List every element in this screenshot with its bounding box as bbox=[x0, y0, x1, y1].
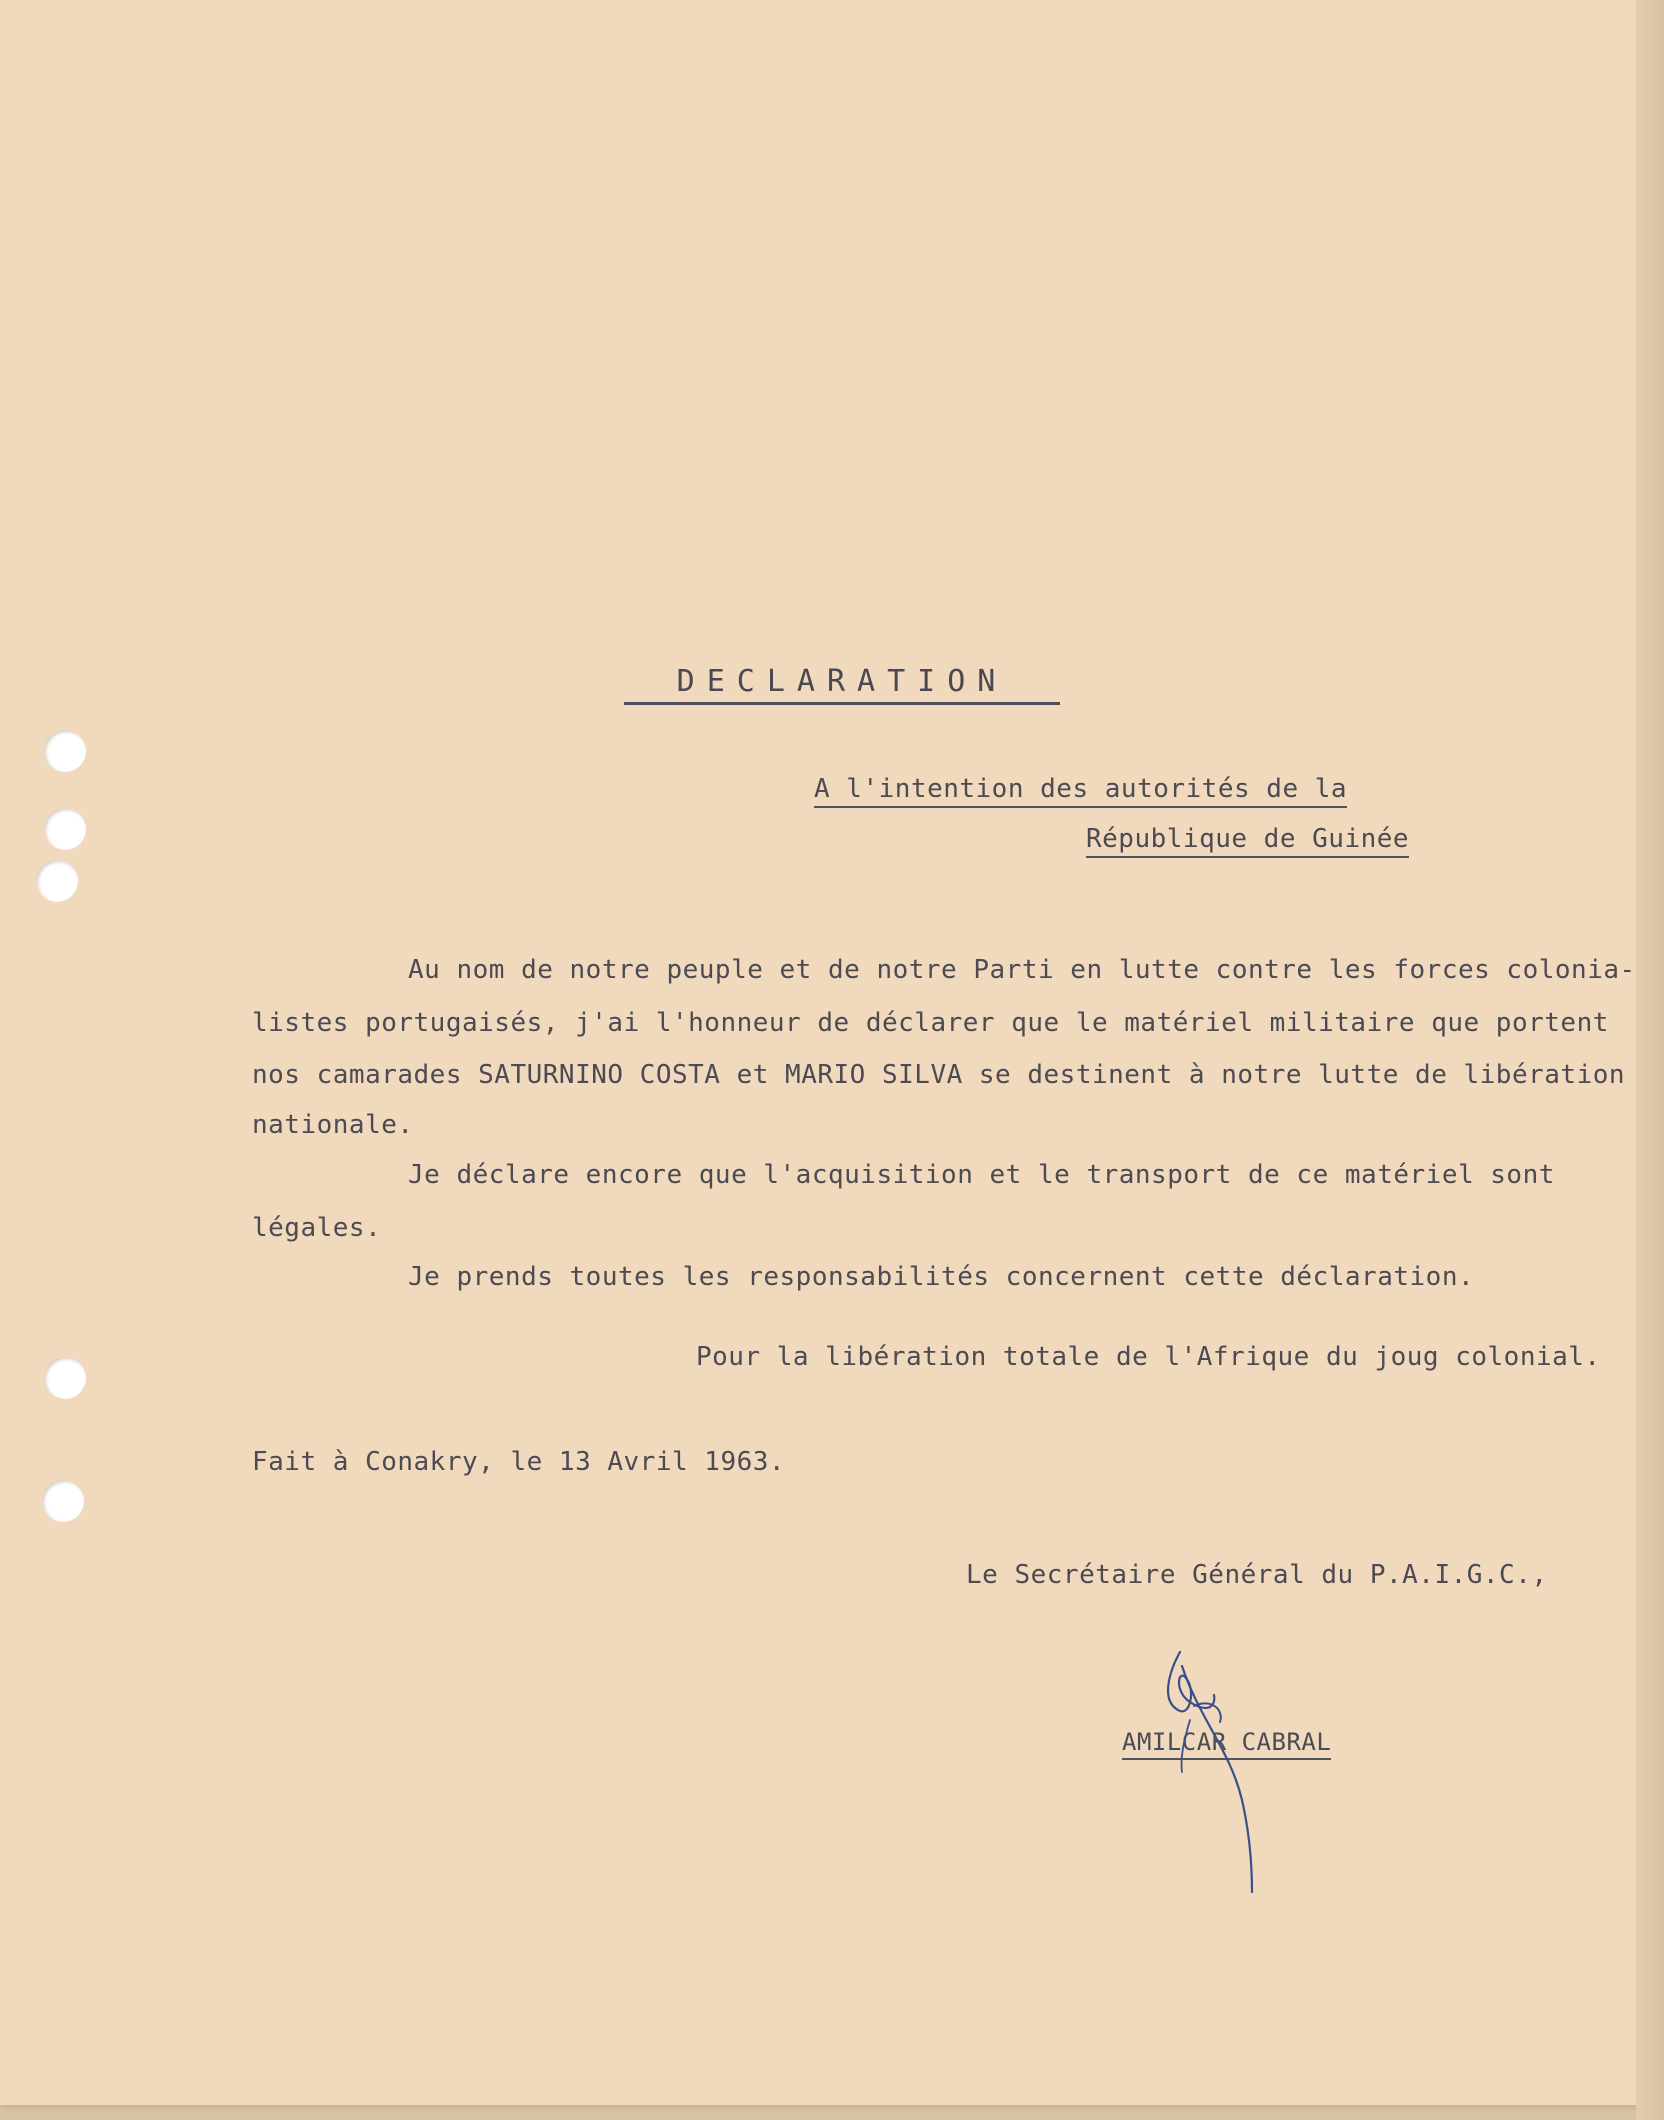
place-date: Fait à Conakry, le 13 Avril 1963. bbox=[252, 1447, 786, 1477]
title-underline bbox=[624, 702, 1060, 705]
addressee-line-2-text: République de Guinée bbox=[1086, 824, 1409, 858]
addressee-line-2 bbox=[1086, 824, 1409, 854]
body-line: Je déclare encore que l'acquisition et le transport de ce matériel sont bbox=[408, 1160, 1555, 1190]
body-line: listes portugaisés, j'ai l'honneur de déclarer que le matériel militaire que portent bbox=[252, 1008, 1609, 1038]
closing-line: Pour la libération totale de l'Afrique du joug colonial. bbox=[696, 1342, 1601, 1372]
body-line: Au nom de notre peuple et de notre Parti en lutte contre les forces colonia- bbox=[408, 955, 1636, 985]
body-line: nationale. bbox=[252, 1110, 414, 1140]
punch-hole bbox=[44, 808, 86, 850]
body-line: légales. bbox=[252, 1213, 382, 1243]
paper-edge-shadow bbox=[1636, 0, 1664, 2120]
signatory-name-text: AMILCAR CABRAL bbox=[1122, 1728, 1331, 1760]
addressee-line-1-text: A l'intention des autorités de la bbox=[814, 774, 1347, 808]
signatory-title: Le Secrétaire Général du P.A.I.G.C., bbox=[966, 1560, 1548, 1590]
body-line: Je prends toutes les responsabilités concernent cette déclaration. bbox=[408, 1262, 1475, 1292]
document-title: DECLARATION bbox=[676, 664, 1008, 699]
punch-hole bbox=[36, 860, 78, 902]
punch-hole bbox=[44, 1357, 86, 1399]
addressee-line-1 bbox=[814, 774, 1347, 804]
punch-hole bbox=[44, 730, 86, 772]
punch-hole bbox=[42, 1480, 84, 1522]
body-line: nos camarades SATURNINO COSTA et MARIO SILVA se destinent à notre lutte de libération bbox=[252, 1060, 1626, 1090]
handwritten-signature bbox=[1120, 1640, 1280, 1900]
